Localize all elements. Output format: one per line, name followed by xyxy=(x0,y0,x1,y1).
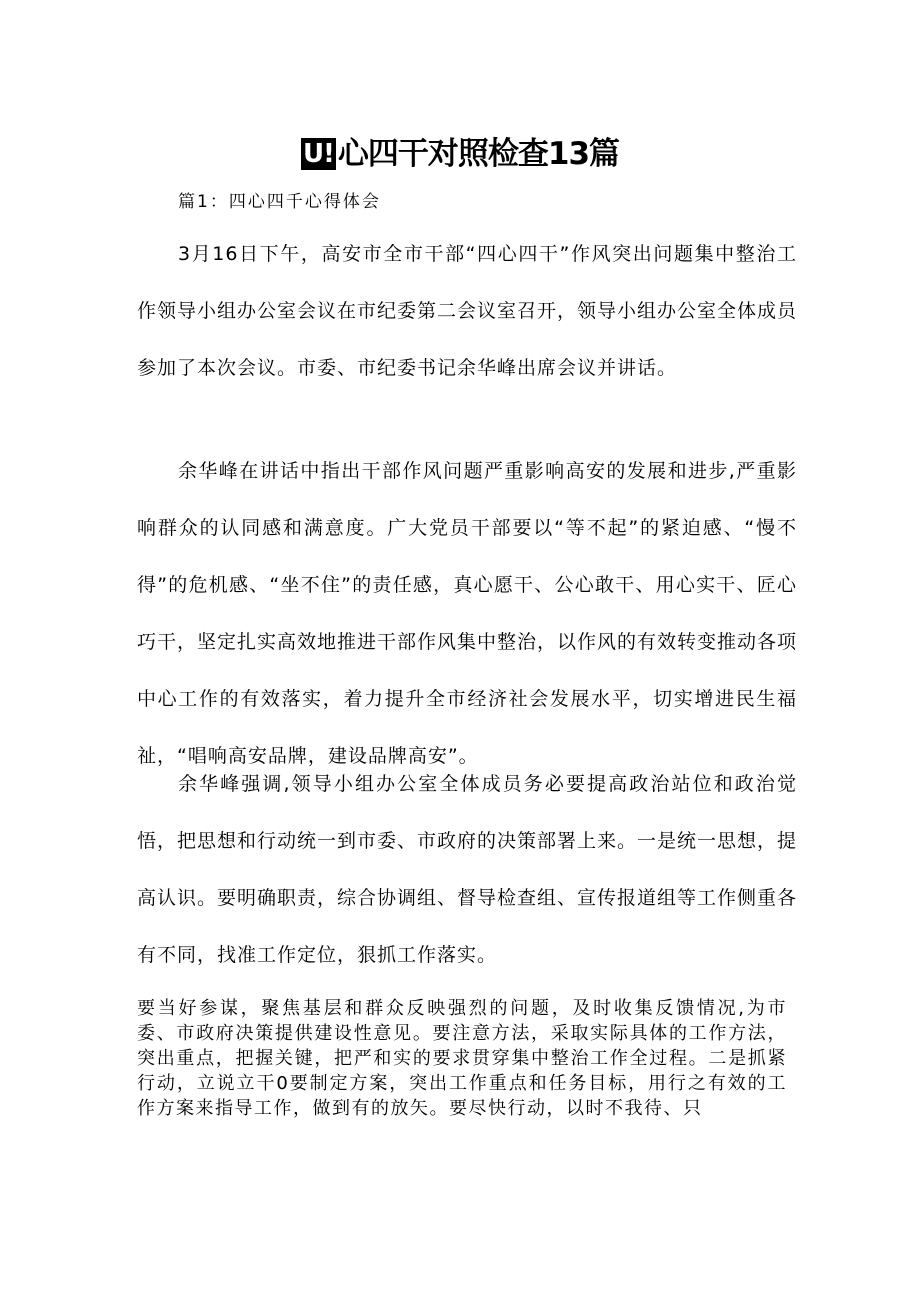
title-text: 心四干对照检查13篇 xyxy=(337,136,620,172)
document-subtitle: 篇1：四心四千心得体会 xyxy=(178,192,381,212)
paragraph-4: 要当好参谋，聚焦基层和群众反映强烈的问题，及时收集反馈情况,为市委、市政府决策提供建设性意见。要注意方法，采取实际具体的工作方法，突出重点，把握关键，把严和实的要求贯穿集中整治工作全过程。二是抓紧行动，立说立干0要制定方案，突出工作重点和任务目标，用行之有效的工作方案来指导工作，做到有的放矢。要尽快行动，以时不我待、只 xyxy=(137,998,787,1119)
document-title xyxy=(0,128,920,173)
title-badge: U! xyxy=(302,139,334,169)
paragraph-3: 余华峰强调,领导小组办公室全体成员务必要提高政治站位和政治觉悟，把思想和行动统一到市委、市政府的决策部署上来。一是统一思想，提高认识。要明确职责，综合协调组、督导检查组、宣传报道组等工作侧重各有不同，找准工作定位，狠抓工作落实。 xyxy=(137,773,798,966)
paragraph-2: 余华峰在讲话中指出干部作风问题严重影响高安的发展和进步,严重影响群众的认同感和满意度。广大党员干部要以“等不起”的紧迫感、“慢不得”的危机感、“坐不住”的责任感，真心愿干、公心敢干、用心实干、匠心巧干，坚定扎实高效地推进干部作风集中整治，以作风的有效转变推动各项中心工作的有效落实，着力提升全市经济社会发展水平，切实增进民生福祉，“唱响高安品牌，建设品牌高安”。 xyxy=(137,460,798,767)
paragraph-1: 3月16日下午，高安市全市干部“四心四干”作风突出问题集中整治工作领导小组办公室会议在市纪委第二会议室召开，领导小组办公室全体成员参加了本次会议。市委、市纪委书记余华峰出席会议并讲话。 xyxy=(137,243,798,379)
